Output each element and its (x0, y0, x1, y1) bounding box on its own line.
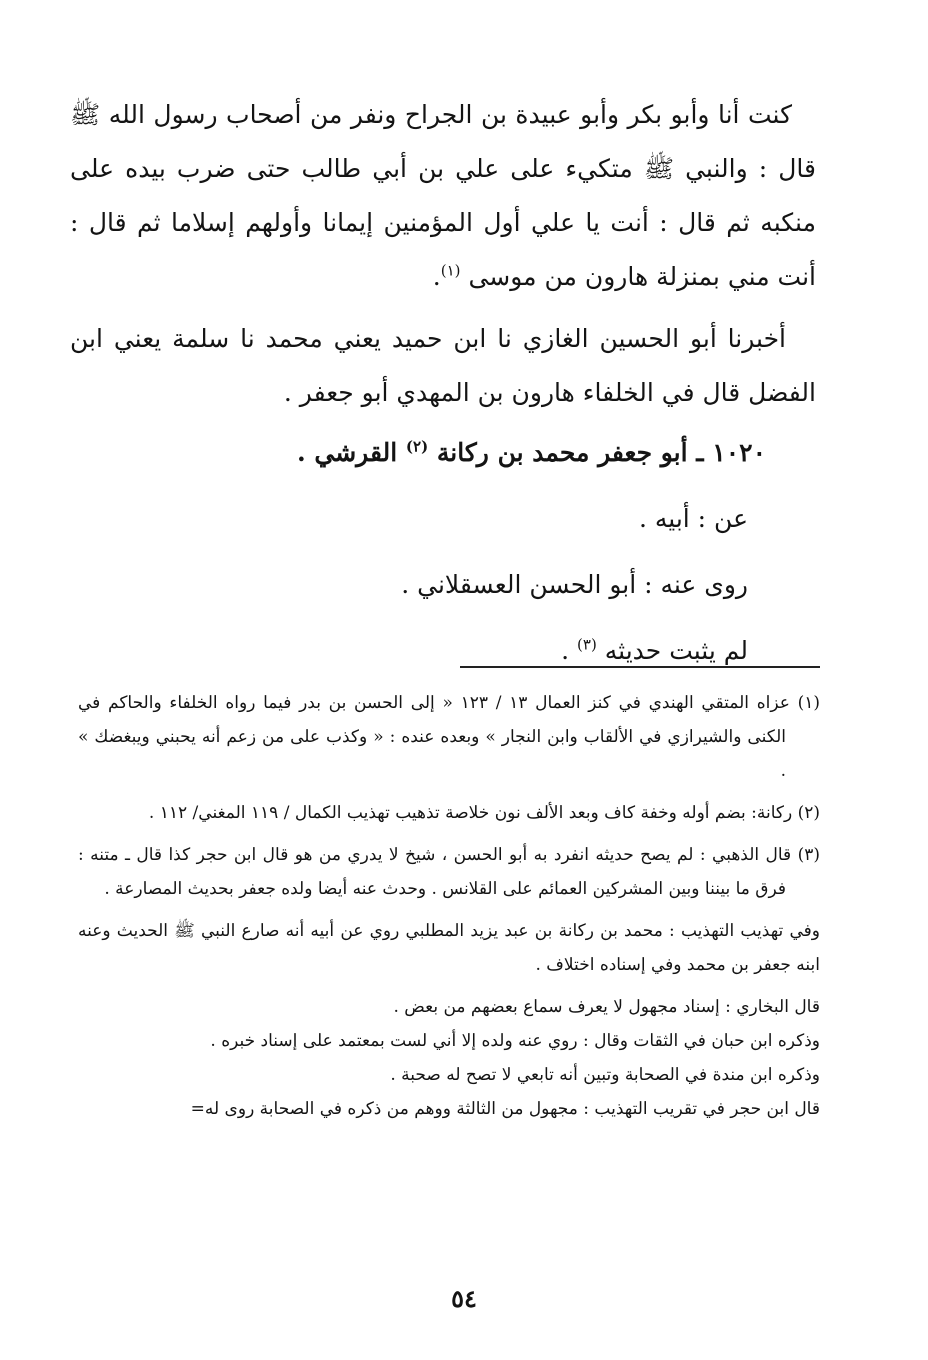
footnote-2: (٢) ركانة: بضم أوله وخفة كاف وبعد الألف نون خلاصة تذهيب تهذيب الكمال / ١١٩ المغني/ ١١٢ . (148, 803, 820, 823)
footnote-ref-1: (١) (440, 261, 461, 280)
footnotes (78, 686, 820, 1126)
main-line: ثم قال : أنت يا علي أول المؤمنين إيمانا وأولهم إسلاما ثم قال : أنت مني بمنزلة (70, 208, 816, 291)
footnote-3-ibn-manda: وذكره ابن مندة في الصحابة وتبين أنه تابعي لا تصح له صحبة . (390, 1065, 820, 1085)
footnote-ref-2: (٢) (405, 437, 429, 456)
footnote-3: (٣) قال الذهبي : لم يصح حديثه انفرد به أبو الحسن ، شيخ لا يدري من هو قال ابن حجر كذا قال ـ متنه : فرق ما بيننا وبين المشركين العمائم على القلانس . وحدث عنه أيضا ولده جعفر بحديث المصارعة . (78, 845, 820, 899)
entry-lam-text: لم يثبت حديثه (604, 636, 748, 665)
entry-heading-end: القرشي . (296, 438, 398, 467)
main-paragraph-1 (70, 88, 816, 304)
main-line: أخبرنا أبو الحسين الغازي نا ابن حميد يعني محمد نا سلمة يعني ابن الفضل (70, 324, 816, 407)
entry-an: عن : أبيه . (638, 504, 748, 533)
main-paragraph-2 (70, 312, 816, 420)
footnote-ref-3: (٣) (577, 635, 597, 654)
page-number: ٥٤ (451, 1284, 477, 1313)
main-line-end: . (432, 262, 441, 291)
entry-lam-end: . (561, 636, 570, 665)
footnote-separator (460, 666, 820, 668)
footnote-3-bukhari: قال البخاري : إسناد مجهول لا يعرف سماع بعضهم من بعض . (393, 997, 820, 1017)
entry-rawa: روى عنه : أبو الحسن العسقلاني . (401, 570, 748, 599)
main-line: هارون من موسى (468, 262, 649, 291)
main-line: قال : والنبي ﷺ متكيء على علي بن أبي طالب حتى ضرب بيده على منكبه (70, 154, 816, 237)
footnote-1: (١) عزاه المتقي الهندي في كنز العمال ١٣ / ١٢٣ « إلى الحسن بن بدر فيما رواه الخلفاء والحاكم في الكنى والشيرازي في الألقاب وابن النجار » وبعده عنده : « وكذب على من زعم أنه يحبني ويبغضك » . (78, 693, 820, 781)
entry-heading-text: ١٠٢٠ ـ أبو جعفر محمد بن ركانة (436, 438, 766, 467)
main-line: قال في الخلفاء هارون بن المهدي أبو جعفر . (283, 378, 741, 407)
footnote-3-ibn-hibban: وذكره ابن حبان في الثقات وقال : روي عنه ولده إلا أني لست بمعتمد على إسناد خبره . (210, 1031, 820, 1051)
footnote-3-taqrib: قال ابن حجر في تقريب التهذيب : مجهول من الثالثة ووهم من ذكره في الصحابة روى له= (190, 1099, 820, 1119)
entry-lam-yathbut (70, 624, 748, 678)
main-line: كنت أنا وأبو بكر وأبو عبيدة بن الجراح ونفر من أصحاب رسول الله ﷺ (70, 100, 792, 129)
footnote-3-tahdhib: وفي تهذيب التهذيب : محمد بن ركانة بن عبد يزيد المطلبي روي عن أبيه أنه صارع النبي ﷺ الحديث وعنه ابنه جعفر بن محمد وفي إسناده اختلاف . (78, 921, 820, 975)
entry-heading (70, 426, 766, 480)
main-text (70, 88, 816, 678)
